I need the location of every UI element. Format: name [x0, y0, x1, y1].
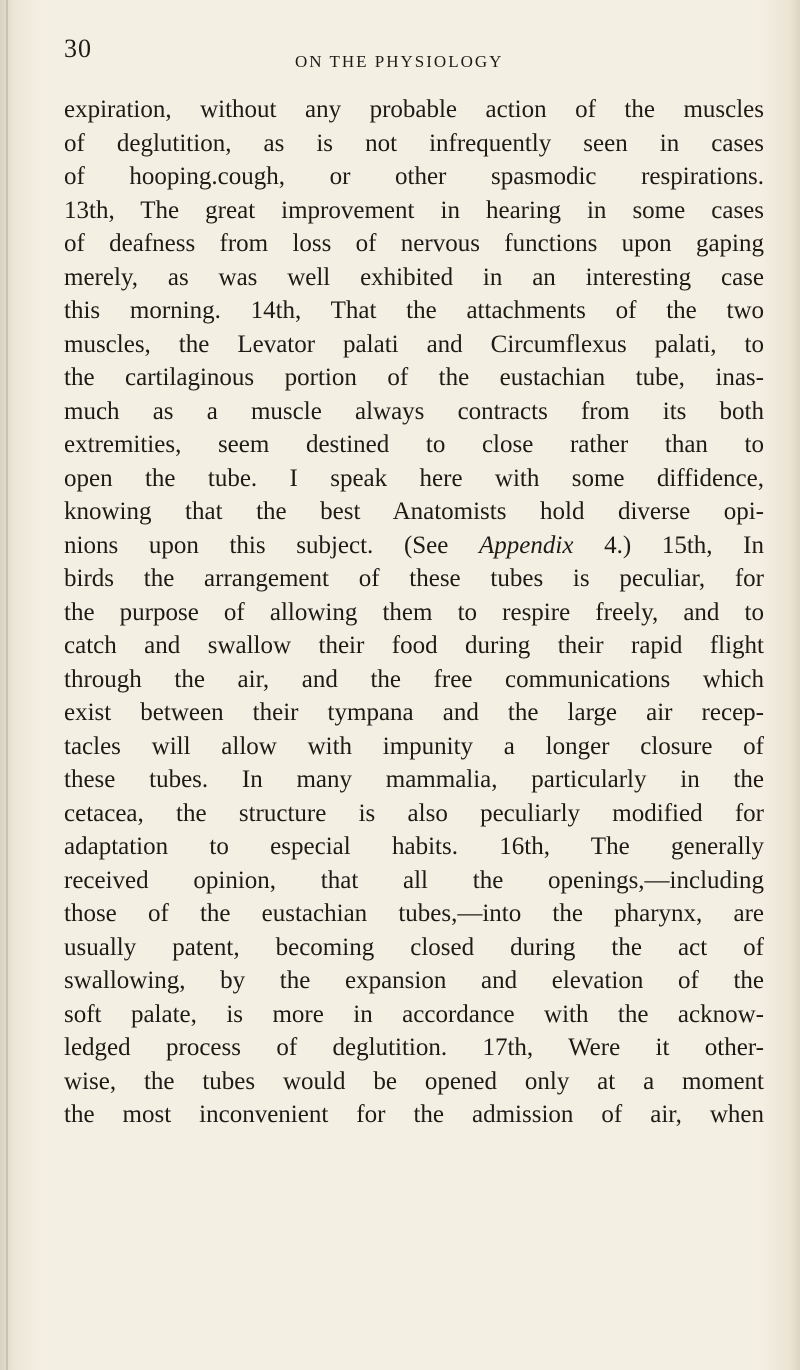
text-line: muscles, the Levator palati and Circumflexus palati, to [64, 330, 764, 358]
text-line: swallowing, by the expansion and elevation of the [64, 967, 764, 994]
text-line: through the air, and the free communications which [64, 665, 764, 693]
text-line: the purpose of allowing them to respire freely, and to [64, 598, 764, 626]
appendix-before: nions upon this subject. (See [64, 531, 480, 559]
text-line: of hooping.cough, or other spasmodic respirations. [64, 163, 764, 190]
appendix-after: 4.) 15th, In [573, 531, 764, 559]
text-line: catch and swallow their food during their rapid flight [64, 632, 764, 659]
text-line: these tubes. In many mammalia, particularly in the [64, 766, 764, 793]
text-line: knowing that the best Anatomists hold diverse opi- [64, 498, 764, 525]
text-line-with-appendix [64, 529, 764, 563]
text-line: extremities, seem destined to close rather than to [64, 431, 764, 458]
text-line: open the tube. I speak here with some diffidence, [64, 464, 764, 492]
page-number: 30 [64, 34, 92, 63]
binding-gutter [6, 0, 8, 1370]
body-text [64, 93, 764, 1132]
text-line: adaptation to especial habits. 16th, The generally [64, 833, 764, 860]
text-line: of deafness from loss of nervous functions upon gaping [64, 230, 764, 257]
text-line: expiration, without any probable action of the muscles [64, 96, 764, 123]
text-line: birds the arrangement of these tubes is peculiar, for [64, 565, 764, 592]
text-line: this morning. 14th, That the attachments of the two [64, 297, 764, 324]
text-line: soft palate, is more in accordance with the acknow- [64, 1000, 764, 1028]
text-line: of deglutition, as is not infrequently seen in cases [64, 129, 764, 157]
appendix-reference: Appendix [479, 531, 574, 559]
text-line: usually patent, becoming closed during the act of [64, 933, 764, 961]
text-line: cetacea, the structure is also peculiarly modified for [64, 799, 764, 827]
text-line: wise, the tubes would be opened only at a moment [64, 1067, 764, 1095]
text-line: the cartilaginous portion of the eustachian tube, inas- [64, 364, 764, 391]
text-line: 13th, The great improvement in hearing in some cases [64, 196, 764, 224]
text-line: ledged process of deglutition. 17th, Were it other- [64, 1034, 764, 1061]
text-line: much as a muscle always contracts from its both [64, 397, 764, 425]
running-head: ON THE PHYSIOLOGY [295, 52, 504, 71]
text-line: received opinion, that all the openings,—including [64, 866, 764, 894]
text-line: exist between their tympana and the large air recep- [64, 699, 764, 726]
text-line: those of the eustachian tubes,—into the pharynx, are [64, 900, 764, 927]
text-line: merely, as was well exhibited in an interesting case [64, 263, 764, 291]
text-line: the most inconvenient for the admission of air, when [64, 1101, 764, 1128]
text-line: tacles will allow with impunity a longer closure of [64, 732, 764, 760]
page-header [0, 34, 800, 74]
